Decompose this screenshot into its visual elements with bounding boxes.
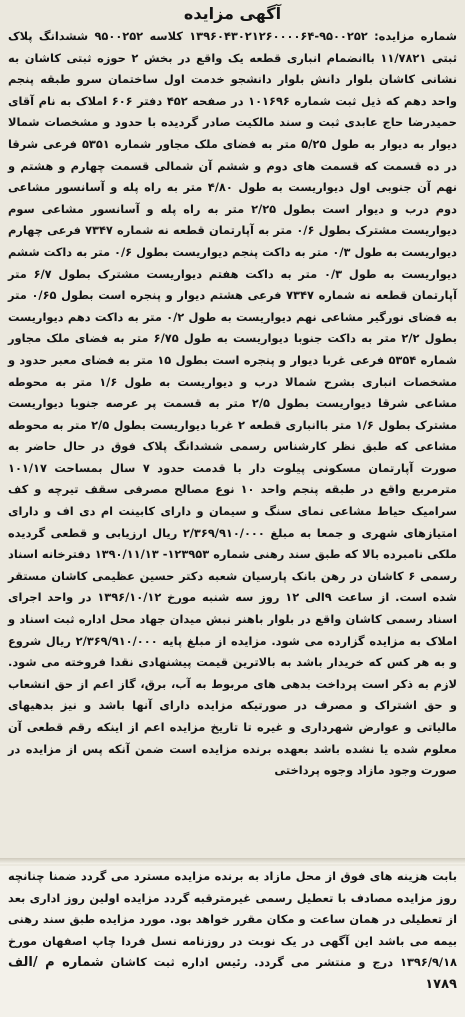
notice-reference-number: شماره م /الف ۱۷۸۹ [8,955,457,992]
notice-body-main [0,26,465,874]
notice-title: آگهی مزایده [183,4,282,23]
fold-divider [0,858,465,864]
notice-paragraph: شماره مزایده: ۹۵۰۰۲۵۲-۱۳۹۶۰۴۳۰۲۱۲۶۰۰۰۰۶۴ کلاسه ۹۵۰۰۲۵۲ ششدانگ پلاک ثبتی ۱۱/۷۸۲۱ باانضمام انباری قطعه یک واقع در بخش ۲ حوزه ثبتی کاشان به نشانی کاشان بلوار دانش بلوار دانشجو خدمت اول ساختمان سرو طبقه پنجم واحد دهم که ذیل ثبت شماره ۱۰۱۶۹۶ در صفحه ۴۵۲ دفتر ۶۰۶ املاک به نام آقای حمیدرضا حاج عابدی ثبت و سند مالکیت صادر گردیده با حدود و مشخصات شمالا دیوار به دیوار به طول ۵/۲۵ متر به فضای ملک مجاور شماره ۵۳۵۱ فرعی شرقا در ده قسمت که قسمت های دوم و ششم آن شمالی قسمت چهارم و هشتم و نهم آن جنوبی اول دیواریست به طول ۴/۸۰ متر به راه پله و آسانسور مشاعی دوم درب و دیوار است بطول ۲/۲۵ متر به راه پله و آسانسور مشاعی سوم دیواریست مشترک بطول ۰/۶ متر به آپارتمان قطعه نه شماره ۷۳۴۷ فرعی چهارم دیواریست به طول ۰/۳ متر به داکت پنجم دیواریست بطول ۰/۶ متر به داکت ششم دیواریست به طول ۰/۳ متر به داکت هفتم دیواریست مشترک بطول ۶/۷ متر آپارتمان قطعه نه شماره ۷۳۴۷ فرعی هشتم دیوار و پنجره است بطول ۰/۶۵ متر به فضای نورگیر مشاعی نهم دیواریست به طول ۰/۲ متر به داکت دهم دیواریست بطول ۲/۲ متر به داکت جنوبا دیواریست به طول ۶/۷۵ متر به فضای ملک مجاور شماره ۵۳۵۴ فرعی غربا دیوار و پنجره است بطول ۱۵ متر به فضای معبر حدود و مشخصات انباری بشرح شمالا درب و دیواریست به طول ۱/۶ متر به محوطه مشاعی شرقا دیواریست بطول ۲/۵ متر به قسمت پر عرصه جنوبا دیواریست مشترک بطول ۱/۶ متر باانباری قطعه ۲ غربا دیواریست بطول ۲/۵ متر به محوطه مشاعی که طبق نظر کارشناس رسمی ششدانگ پلاک فوق در حال حاضر به صورت آپارتمان مسکونی پیلوت دار با قدمت حدود ۷ سال بمساحت ۱۰۱/۱۷ مترمربع واقع در طبقه پنجم واحد ۱۰ نوع مصالح مصرفی سقف تیرچه و کف سرامیک حیاط مشاعی نمای سنگ و سیمان و دارای کابینت ام دی اف و دارای امتیازهای شهری و جمعا به مبلغ ۲/۳۶۹/۹۱۰/۰۰۰ ریال ارزیابی و قطعی گردیده ملکی نامبرده بالا که طبق سند رهنی شماره ۱۲۳۹۵۳- ۱۳۹۰/۱۱/۱۳ دفترخانه اسناد رسمی ۶ کاشان در رهن بانک پارسیان شعبه دکتر حسین عظیمی کاشان مستقر شده است. از ساعت ۹الی ۱۲ روز سه شنبه مورخ ۱۳۹۶/۱۰/۱۲ در واحد اجرای اسناد رسمی کاشان واقع در بلوار باهنر نبش میدان جهاد محل اداره ثبت اسناد و املاک به مزایده گزارده می شود. مزایده از مبلغ پایه ۲/۳۶۹/۹۱۰/۰۰۰ ریال شروع و به هر کس که خریدار باشد به بالاترین قیمت پیشنهادی نقدا فروخته می شود. لازم به ذکر است پرداخت بدهی های مربوط به آب، برق، گاز اعم از حق انشعاب و حق اشتراک و مصرف در صورتیکه مزایده دارای آنها باشد و نیز بدهیهای مالیاتی و عوارض شهرداری و غیره تا تاریخ مزایده اعم از اینکه رقم قطعی آن معلوم شده یا نشده باشد بعهده برنده مزایده است ضمن آنکه پس از مزایده در صورت وجود مازاد وجوه پرداختی [8,29,457,778]
notice-paragraph-end [8,866,457,996]
notice-closing-text: بابت هزینه های فوق از محل مازاد به برنده مزایده مسترد می گردد ضمنا چنانچه روز مزایده مصادف با تعطیل رسمی غیرمترقبه گردد مزایده اولین روز اداری بعد از تعطیلی در همان ساعت و مکان مقرر خواهد بود. مورد مزایده طبق سند رهنی بیمه می باشد این آگهی در یک نوبت در روزنامه نسل فردا چاپ اصفهان مورخ ۱۳۹۶/۹/۱۸ درج و منتشر می گردد. رئیس اداره ثبت کاشان [8,869,458,970]
notice-body-continued [0,866,465,1017]
